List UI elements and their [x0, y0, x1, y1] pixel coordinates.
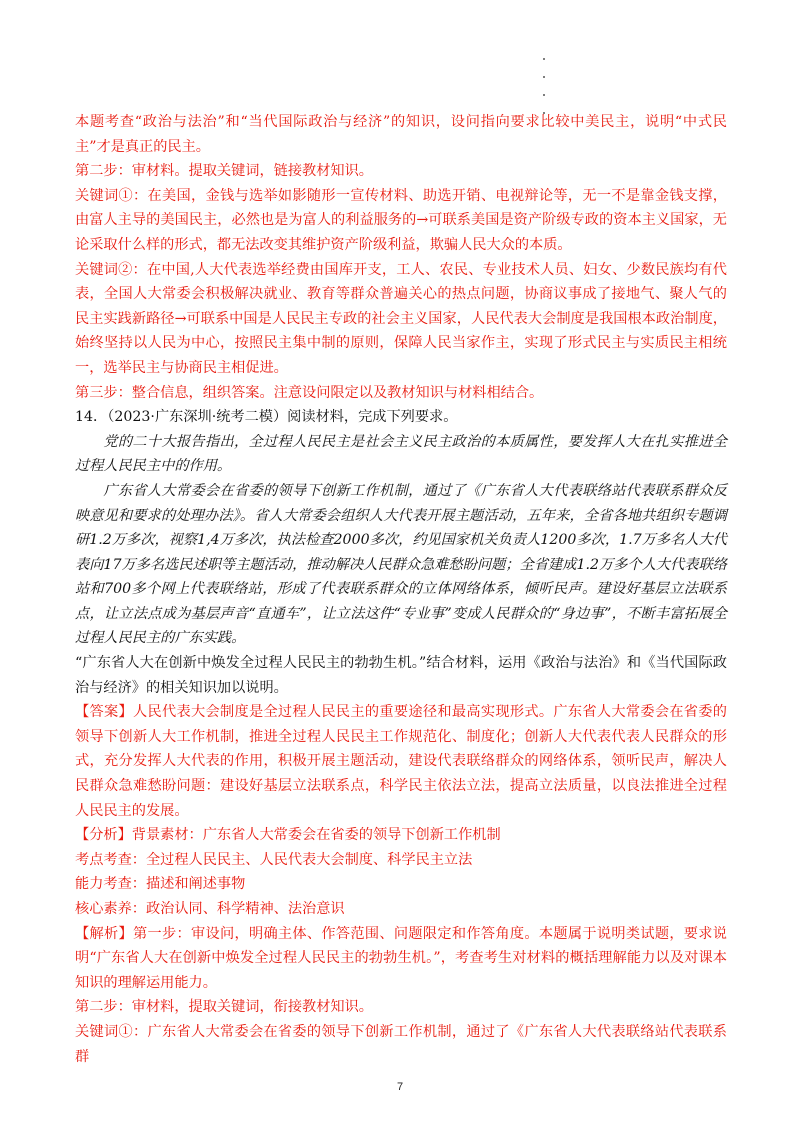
- question-prompt: “广东省人大在创新中焕发全过程人民民主的勃勃生机。”结合材料，运用《政治与法治》和《当代国际政治与经济》的相关知识加以说明。: [75, 655, 727, 696]
- page-number: 7: [396, 1081, 404, 1093]
- suyang-line: 核心素养：政治认同、科学精神、法治意识: [75, 901, 345, 917]
- analysis-paragraph: 【分析】背景素材：广东省人大常委会在省委的领导下创新工作机制: [75, 827, 501, 844]
- step2b-line: 第二步：审材料，提取关键词，衔接教材知识。: [75, 999, 373, 1016]
- step2-heading: 第二步：审材料。提取关键词，链接教材知识。: [75, 163, 373, 180]
- keyword-1-paragraph: 关键词①：在美国，金钱与选举如影随形一宣传材料、助选开销、电视辩论等，无一不是靠金钱支撑，由富人主导的美国民主，必然也是为富人的利益服务的→可联系美国是资产阶级专政的资本主义国家，无论采取什么样的形式，都无法改变其维护资产阶级利益，欺骗人民大众的本质。: [75, 187, 727, 253]
- jiexi-paragraph: 【解析】第一步：审设问，明确主体、作答范围、问题限定和作答角度。本题属于说明类试题，要求说明“广东省人大在创新中焕发全过程人民民主的勃勃生机。”，考查考生对材料的概括理解能力以及对课本知识的理解运用能力。: [75, 925, 727, 991]
- keyword-1b-paragraph: 关键词①：广东省人大常委会在省委的领导下创新工作机制，通过了《广东省人大代表联络站代表联系群: [75, 1023, 727, 1065]
- question-14-header: 14．（2023·广东深圳·统考二模）阅读材料，完成下列要求。: [75, 409, 458, 426]
- nengli-line: 能力考查：描述和阐述事物: [75, 876, 246, 893]
- keyword-2-paragraph: 关键词②：在中国,人大代表选举经费由国库开支，工人、农民、专业技术人员、妇女、少数民族均有代表，全国人大常委会积极解决就业、教育等群众普遍关心的热点问题，协商议事成了接地气、聚人气的民主实践新路径→可联系中国是人民民主专政的社会主义国家，人民代表大会制度是我国根本政治制度，始终坚持以人民为中心，按照民主集中制的原则，保障人民当家作主，实现了形式民主与实质民主相统一，选举民主与协商民主相促进。: [75, 261, 727, 376]
- page-content: [75, 110, 727, 1069]
- answer-paragraph: 【答案】人民代表大会制度是全过程人民民主的重要途径和最高实现形式。广东省人大常委会在省委的领导下创新人大工作机制，推进全过程人民民主工作规范化、制度化；创新人大代表代表人民群众的形式，充分发挥人大代表的作用，积极开展主题活动，建设代表联络群众的网络体系，领听民声，解决人民群众急难愁盼问题：建设好基层立法联系点，科学民主依法立法，提高立法质量，以良法推进全过程人民民主的发展。: [75, 704, 727, 819]
- material-paragraph-2: 广东省人大常委会在省委的领导下创新工作机制，通过了《广东省人大代表联络站代表联系群众反映意见和要求的处理办法》。省人大常委会组织人大代表开展主题活动，五年来，全省各地共组织专题调研1.2万多次，视察1,4万多次，执法检查2000多次，约见国家机关负责人1200多次，1.7万多名人大代表向17万多名选民述职等主题活动，推动解决人民群众急难愁盼问题；全省建成1.2万多个人大代表联络站和700多个网上代表联络站，形成了代表联系群众的立体网络体系，倾听民声。建设好基层立法联系点，让立法点成为基层声音“直通车”，让立法这件“专业事”变成人民群众的“身边事”，不断丰富拓展全过程人民民主的广东实践。: [75, 482, 727, 647]
- intro-paragraph: 本题考查“政治与法治”和“当代国际政治与经济”的知识，设问指向要求比较中美民主，说明“中式民主”才是真正的民主。: [75, 114, 727, 155]
- material-paragraph-1: 党的二十大报告指出，全过程人民民主是社会主义民主政治的本质属性，要发挥人大在扎实推进全过程人民民主中的作用。: [75, 433, 727, 475]
- step3-paragraph: 第三步：整合信息，组织答案。注意设问限定以及教材知识与材料相结合。: [75, 384, 544, 401]
- kaodian-line: 考点考查：全过程人民民主、人民代表大会制度、科学民主立法: [75, 851, 473, 868]
